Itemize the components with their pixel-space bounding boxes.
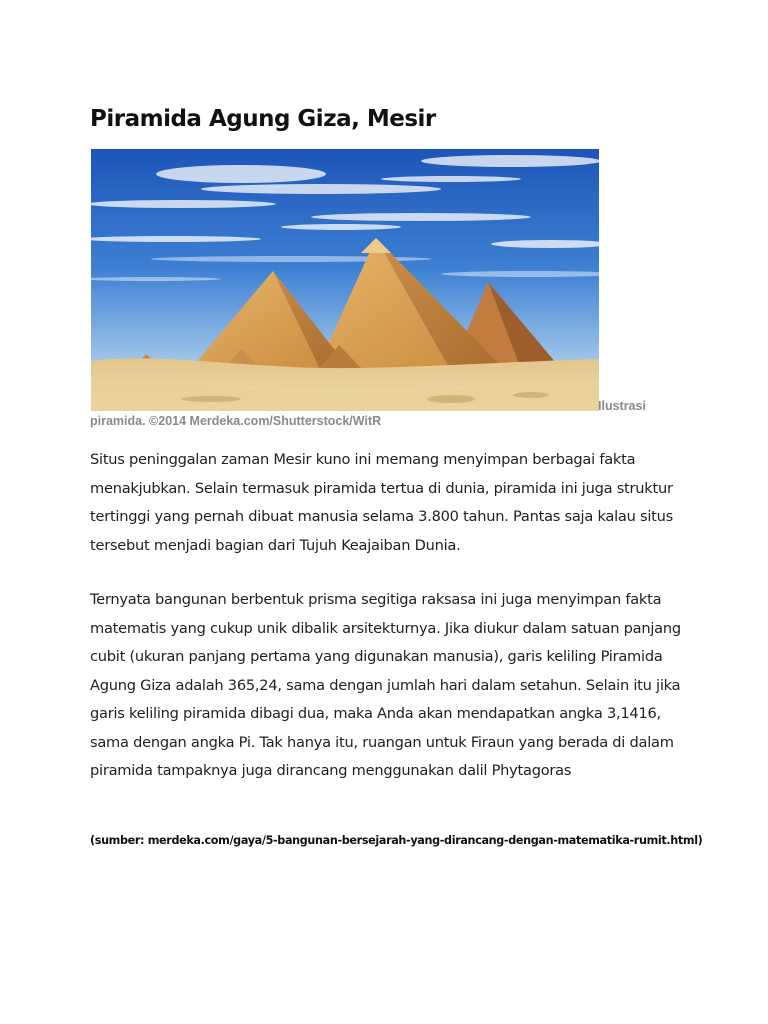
source-citation: (sumber: merdeka.com/gaya/5-bangunan-bersejarah-yang-dirancang-dengan-matematika-rumit.html) — [90, 834, 703, 847]
image-caption-start: Ilustrasi — [598, 399, 646, 413]
paragraph-math-facts: Ternyata bangunan berbentuk prisma segitiga raksasa ini juga menyimpan fakta matematis yang cukup unik dibalik arsitekturnya. Jika diukur dalam satuan panjang cubit (ukuran panjang pertama yang digunakan manusia), garis keliling Piramida Agung Giza adalah 365,24, sama dengan jumlah hari dalam setahun. Selain itu jika garis keliling piramida dibagi dua, maka Anda akan mendapatkan angka 3,1416, sama dengan angka Pi. Tak hanya itu, ruangan untuk Firaun yang berada di dalam piramida tampaknya juga dirancang menggunakan dalil Phytagoras — [90, 591, 681, 779]
article-title: Piramida Agung Giza, Mesir — [90, 106, 436, 132]
pyramids-photo — [91, 149, 599, 411]
image-caption-end: piramida. ©2014 Merdeka.com/Shutterstock/WitR — [90, 414, 382, 428]
paragraph-intro: Situs peninggalan zaman Mesir kuno ini memang menyimpan berbagai fakta menakjubkan. Selain termasuk piramida tertua di dunia, piramida ini juga struktur tertinggi yang pernah dibuat manusia selama 3.800 tahun. Pantas saja kalau situs tersebut menjadi bagian dari Tujuh Keajaiban Dunia. — [90, 451, 673, 554]
